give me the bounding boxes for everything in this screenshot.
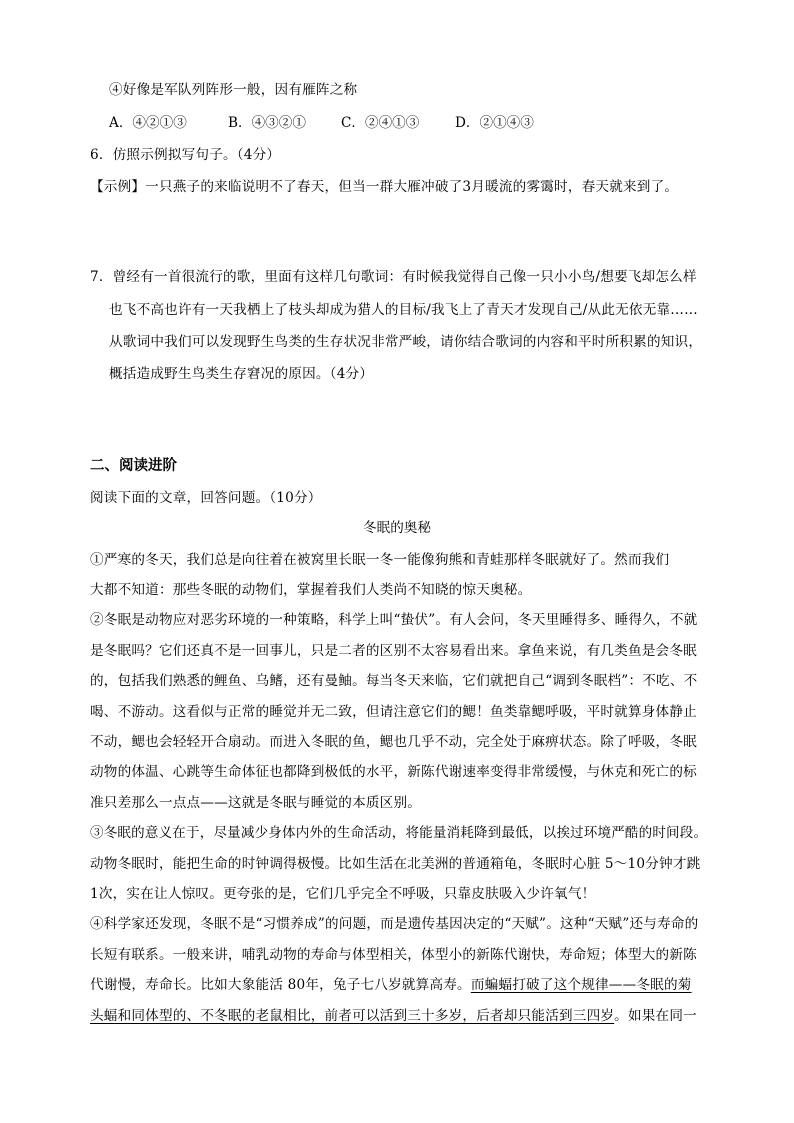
q5-item-4: ④好像是军队列阵形一般，因有雁阵之称 — [109, 82, 358, 98]
article-line: 的，包括我们熟悉的鲤鱼、乌鳍，还有曼鲉。每当冬天来临，它们就把自己“调到冬眠档”：不吃、不 — [90, 673, 698, 689]
article-line: ③冬眠的意义在于，尽量减少身体内外的生命活动，将能量消耗降到最低，以挨过环境严酷的时间段。 — [90, 825, 708, 841]
article-text: 。如果在同一 — [614, 1008, 697, 1024]
underlined-text: 头蝠和同体型的、不冬眠的老鼠相比，前者可以活到三十多岁，后者却只能活到三四岁 — [90, 1008, 615, 1024]
q5-option-d: D．②①④③ — [455, 115, 534, 131]
q7-line-4: 概括造成野生鸟类生存窘况的原因。（4分） — [109, 366, 374, 382]
article-line: ②冬眠是动物应对恶劣环境的一种策略，科学上叫“蛰伏”。有人会问，冬天里睡得多、睡得久，不就 — [90, 612, 698, 628]
q7-line-2: 也飞不高也许有一天我栖上了枝头却成为猎人的目标/我飞上了青天才发现自己/从此无依无靠…… — [109, 302, 698, 318]
q6-prompt: 6．仿照示例拟写句子。（4分） — [90, 147, 281, 163]
article-title: 冬眠的奥秘 — [363, 520, 431, 536]
article-line-15 — [90, 975, 692, 995]
section-instruction: 阅读下面的文章，回答问题。（10分） — [90, 490, 322, 506]
article-line: 长短有联系。一般来讲，哺乳动物的寿命与体型相关，体型小的新陈代谢快，寿命短；体型大的新陈 — [90, 947, 697, 963]
q5-option-c: C．②④①③ — [341, 115, 420, 131]
article-line: 准只差那么一点点——这就是冬眠与睡觉的本质区别。 — [90, 795, 422, 811]
underlined-text: 而蝙蝠打破了这个规律——冬眠的菊 — [470, 977, 692, 993]
article-line: 大都不知道：那些冬眠的动物们，掌握着我们人类尚不知晓的惊天奥秘。 — [90, 582, 532, 598]
q6-example: 【示例】一只燕子的来临说明不了春天，但当一群大雁冲破了3月暖流的雾霭时，春天就来到了。 — [90, 179, 679, 195]
article-text: 代谢慢，寿命长。比如大象能活 80年，兔子七八岁就算高寿。 — [90, 977, 471, 993]
q5-option-a: A．④②①③ — [109, 115, 187, 131]
article-line: 喝、不游动。这看似与正常的睡觉并无二致，但请注意它们的鳃！鱼类靠鳃呼吸，平时就算身体静止 — [90, 704, 697, 720]
article-line: 1次，实在让人惊叹。更夸张的是，它们几乎完全不呼吸，只靠皮肤吸入少许氧气！ — [90, 886, 596, 902]
section-heading: 二、阅读进阶 — [90, 457, 177, 474]
article-line: 不动，鳃也会轻轻开合扇动。而进入冬眠的鱼，鳃也几乎不动，完全处于麻痹状态。除了呼吸，冬眠 — [90, 734, 697, 750]
article-line: ①严寒的冬天，我们总是向往着在被窝里长眠一冬一能像狗熊和青蛙那样冬眠就好了。然而我们 — [90, 552, 670, 568]
article-line: ④科学家还发现，冬眠不是“习惯养成”的问题，而是遗传基因决定的“天赋”。这种“天赋”还与寿命的 — [90, 916, 699, 932]
article-line: 是冬眠吗？它们还真不是一回事儿，只是二者的区别不太容易看出来。拿鱼来说，有几类鱼是会冬眠 — [90, 643, 697, 659]
article-line: 动物冬眠时，能把生命的时钟调得极慢。比如生活在北美洲的普通箱龟，冬眠时心脏 5～10分钟才跳 — [90, 856, 701, 872]
article-line-16 — [90, 1006, 697, 1026]
q7-line-3: 从歌词中我们可以发现野生鸟类的生存状况非常严峻，请你结合歌词的内容和平时所积累的知识， — [109, 334, 703, 350]
q7-line-1: 7．曾经有一首很流行的歌，里面有这样几句歌词：有时候我觉得自己像一只小小鸟/想要飞却怎么样 — [90, 269, 697, 285]
article-line: 动物的体温、心跳等生命体征也都降到极低的水平，新陈代谢速率变得非常缓慢，与休克和死亡的标 — [90, 764, 697, 780]
q5-option-b: B．④③②① — [228, 115, 306, 131]
